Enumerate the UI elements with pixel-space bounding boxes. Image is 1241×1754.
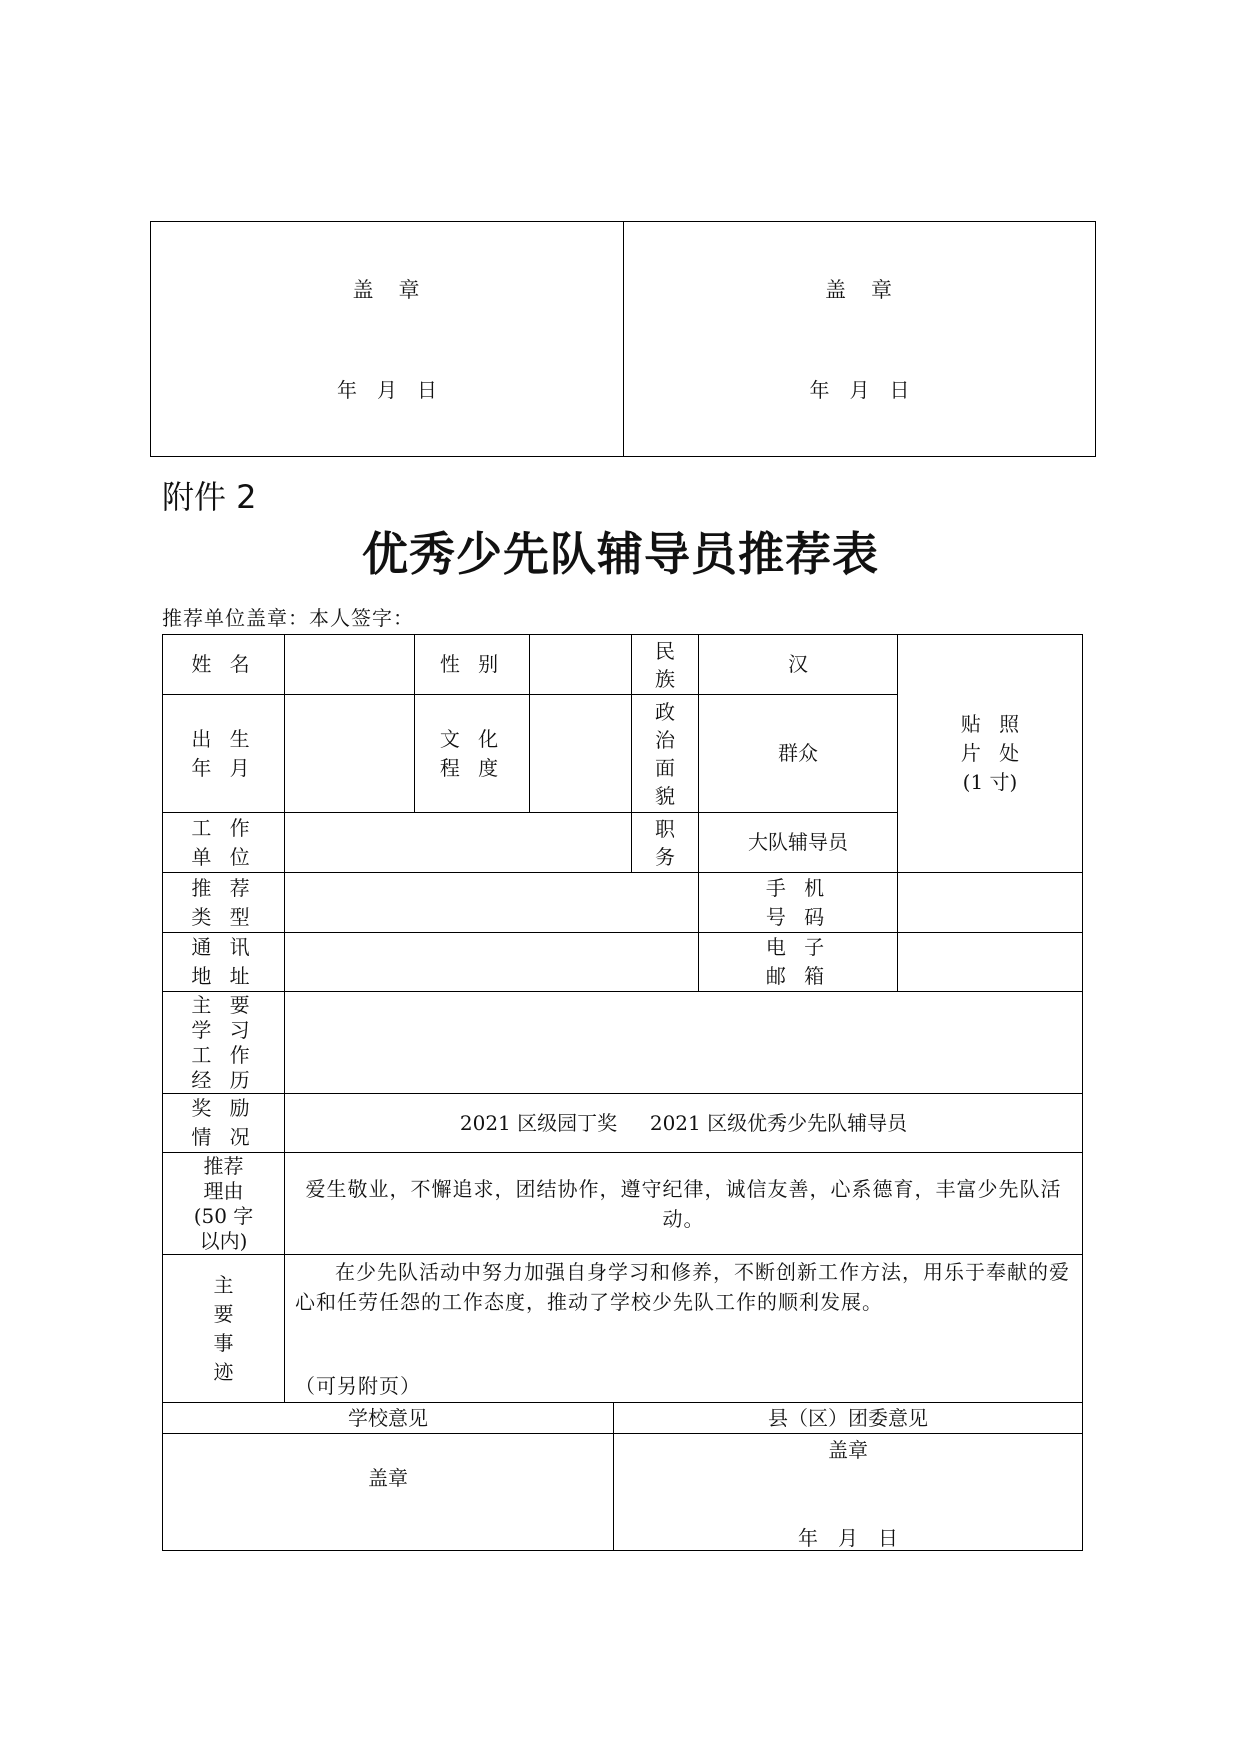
experience-label-line: 主 要: [191, 992, 256, 1017]
email-label: [699, 933, 897, 991]
experience-label: [163, 992, 284, 1093]
reason-field[interactable]: 爱生敬业，不懈追求，团结协作，遵守纪律，诚信友善，心系德育，丰富少先队活动。: [305, 1176, 1062, 1231]
signature-line: 推荐单位盖章：本人签字：: [162, 606, 414, 630]
ethnicity-label: 民族: [655, 638, 675, 691]
deeds-field[interactable]: 在少先队活动中努力加强自身学习和修养，不断创新工作方法，用乐于奉献的爱心和任劳任怨的工作态度，推动了学校少先队工作的顺利发展。: [295, 1260, 1070, 1314]
work-unit-field[interactable]: [285, 813, 631, 872]
education-label: [415, 695, 529, 812]
birth-field[interactable]: [285, 695, 414, 812]
education-label-line: 程 度: [439, 755, 505, 780]
gender-field[interactable]: [530, 635, 631, 694]
deeds-label: [163, 1255, 284, 1402]
phone-label-line: 手 机: [765, 875, 831, 900]
experience-label-line: 学 习: [191, 1017, 256, 1042]
recommend-type-label-line: 类 型: [191, 904, 256, 929]
experience-field[interactable]: [285, 992, 1082, 1093]
county-date-label: 年 月 日: [798, 1526, 898, 1550]
col-line: [631, 634, 632, 873]
reason-label-line: 理由: [203, 1178, 244, 1203]
phone-label: [699, 873, 897, 932]
phone-label-line: 号 码: [765, 904, 831, 929]
county-opinion-label: 县（区）团委意见: [768, 1405, 928, 1430]
address-label: [163, 933, 284, 991]
county-stamp-label: 盖章: [828, 1438, 868, 1462]
address-label-line: 通 讯: [191, 935, 256, 959]
education-label-line: 文 化: [439, 726, 505, 751]
awards-field[interactable]: 2021 区级园丁奖 2021 区级优秀少先队辅导员: [459, 1110, 908, 1135]
attachment-label: 附件 2: [162, 478, 257, 516]
email-label-line: 电 子: [765, 935, 831, 959]
reason-label-line: (50 字: [193, 1203, 254, 1228]
right-stamp-label: 盖 章: [825, 278, 894, 302]
birth-label: [163, 695, 284, 812]
awards-label-line: 情 况: [191, 1125, 256, 1149]
recommend-type-label: [163, 873, 284, 932]
right-date-label: 年 月 日: [809, 378, 910, 402]
photo-size-label: (1 寸): [962, 770, 1018, 794]
political-status-label: 政治面貌: [655, 699, 675, 808]
email-field[interactable]: [898, 933, 1082, 991]
work-unit-label-line: 工 作: [191, 815, 256, 840]
recommend-type-field[interactable]: [285, 873, 698, 932]
address-field[interactable]: [285, 933, 698, 991]
photo-label-line: 贴 照: [960, 712, 1026, 736]
phone-field[interactable]: [898, 873, 1082, 932]
address-label-line: 地 址: [191, 964, 256, 988]
photo-label-line: 片 处: [960, 741, 1026, 765]
email-label-line: 邮 箱: [765, 964, 831, 988]
ethnicity-field[interactable]: 汉: [788, 652, 808, 676]
top-stamp-table: [150, 221, 1096, 457]
birth-label-line: 年 月: [191, 755, 256, 780]
deeds-note: （可另附页）: [295, 1374, 421, 1398]
birth-label-line: 出 生: [191, 726, 256, 751]
recommend-type-label-line: 推 荐: [191, 875, 256, 900]
reason-label-line: 推荐: [203, 1153, 244, 1178]
reason-label: [163, 1153, 284, 1254]
experience-label-line: 工 作: [191, 1042, 256, 1067]
name-label: 姓 名: [191, 652, 256, 676]
left-date-label: 年 月 日: [337, 378, 437, 402]
reason-label-line: 以内): [199, 1228, 248, 1253]
left-stamp-label: 盖 章: [352, 278, 422, 302]
political-status-field[interactable]: 群众: [778, 741, 818, 765]
form-border-right: [1082, 634, 1083, 1551]
experience-label-line: 经 历: [191, 1067, 256, 1092]
position-label: 职务: [655, 816, 675, 869]
awards-label-line: 奖 励: [191, 1096, 256, 1120]
deeds-label-text: 主要事迹: [213, 1272, 234, 1384]
school-stamp-label: 盖章: [368, 1466, 408, 1490]
awards-label: [163, 1094, 284, 1152]
position-field[interactable]: 大队辅导员: [748, 830, 848, 854]
education-field[interactable]: [530, 695, 631, 812]
gender-label: 性 别: [439, 652, 505, 676]
school-opinion-label: 学校意见: [348, 1405, 428, 1430]
row-line: [162, 1254, 1083, 1255]
name-field[interactable]: [285, 635, 414, 694]
work-unit-label-line: 单 位: [191, 844, 256, 869]
photo-placeholder: [898, 635, 1082, 872]
page-title: 优秀少先队辅导员推荐表: [362, 527, 879, 581]
top-stamp-divider: [623, 222, 624, 456]
work-unit-label: [163, 813, 284, 872]
